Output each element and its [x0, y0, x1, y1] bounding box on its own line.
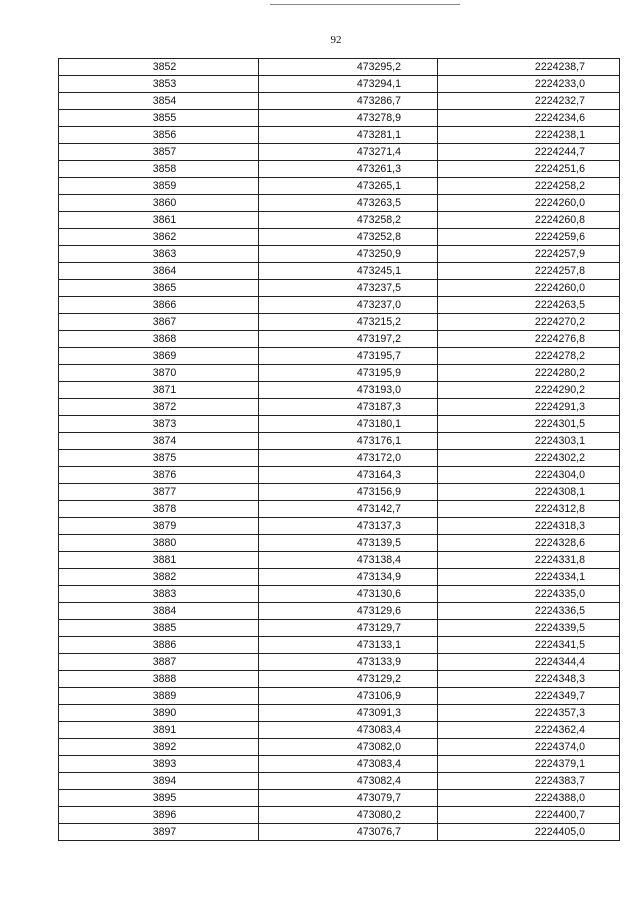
- table-row: [59, 773, 620, 790]
- point-number-cell: 3853: [59, 76, 259, 93]
- x-coordinate-cell: 473133,1: [259, 637, 438, 654]
- x-coordinate-cell: 473164,3: [259, 467, 438, 484]
- x-coordinate-cell: 473129,7: [259, 620, 438, 637]
- table-body: [59, 59, 620, 841]
- x-coordinate-cell: 473237,0: [259, 297, 438, 314]
- x-coordinate-cell: 473271,4: [259, 144, 438, 161]
- point-number-cell: 3864: [59, 263, 259, 280]
- table-row: [59, 824, 620, 841]
- x-coordinate-cell: 473139,5: [259, 535, 438, 552]
- x-coordinate-cell: 473130,6: [259, 586, 438, 603]
- point-number-cell: 3886: [59, 637, 259, 654]
- y-coordinate-cell: 2224234,6: [438, 110, 620, 127]
- x-coordinate-cell: 473281,1: [259, 127, 438, 144]
- y-coordinate-cell: 2224233,0: [438, 76, 620, 93]
- table-row: [59, 314, 620, 331]
- y-coordinate-cell: 2224362,4: [438, 722, 620, 739]
- y-coordinate-cell: 2224308,1: [438, 484, 620, 501]
- table-row: [59, 705, 620, 722]
- table-row: [59, 807, 620, 824]
- table-row: [59, 467, 620, 484]
- y-coordinate-cell: 2224339,5: [438, 620, 620, 637]
- point-number-cell: 3856: [59, 127, 259, 144]
- table-row: [59, 110, 620, 127]
- x-coordinate-cell: 473079,7: [259, 790, 438, 807]
- y-coordinate-cell: 2224328,6: [438, 535, 620, 552]
- point-number-cell: 3897: [59, 824, 259, 841]
- y-coordinate-cell: 2224304,0: [438, 467, 620, 484]
- y-coordinate-cell: 2224302,2: [438, 450, 620, 467]
- point-number-cell: 3862: [59, 229, 259, 246]
- x-coordinate-cell: 473080,2: [259, 807, 438, 824]
- table-row: [59, 790, 620, 807]
- y-coordinate-cell: 2224278,2: [438, 348, 620, 365]
- y-coordinate-cell: 2224238,7: [438, 59, 620, 76]
- table-row: [59, 178, 620, 195]
- y-coordinate-cell: 2224312,8: [438, 501, 620, 518]
- table-row: [59, 93, 620, 110]
- x-coordinate-cell: 473258,2: [259, 212, 438, 229]
- y-coordinate-cell: 2224260,0: [438, 280, 620, 297]
- x-coordinate-cell: 473129,6: [259, 603, 438, 620]
- point-number-cell: 3877: [59, 484, 259, 501]
- top-rule: [270, 4, 460, 5]
- y-coordinate-cell: 2224349,7: [438, 688, 620, 705]
- y-coordinate-cell: 2224303,1: [438, 433, 620, 450]
- table-row: [59, 382, 620, 399]
- point-number-cell: 3882: [59, 569, 259, 586]
- table-row: [59, 722, 620, 739]
- y-coordinate-cell: 2224336,5: [438, 603, 620, 620]
- point-number-cell: 3894: [59, 773, 259, 790]
- x-coordinate-cell: 473076,7: [259, 824, 438, 841]
- x-coordinate-cell: 473265,1: [259, 178, 438, 195]
- y-coordinate-cell: 2224341,5: [438, 637, 620, 654]
- x-coordinate-cell: 473083,4: [259, 722, 438, 739]
- y-coordinate-cell: 2224334,1: [438, 569, 620, 586]
- point-number-cell: 3865: [59, 280, 259, 297]
- point-number-cell: 3852: [59, 59, 259, 76]
- point-number-cell: 3867: [59, 314, 259, 331]
- table-row: [59, 195, 620, 212]
- y-coordinate-cell: 2224263,5: [438, 297, 620, 314]
- x-coordinate-cell: 473137,3: [259, 518, 438, 535]
- x-coordinate-cell: 473193,0: [259, 382, 438, 399]
- table-row: [59, 654, 620, 671]
- x-coordinate-cell: 473176,1: [259, 433, 438, 450]
- table-row: [59, 433, 620, 450]
- table-row: [59, 263, 620, 280]
- x-coordinate-cell: 473278,9: [259, 110, 438, 127]
- y-coordinate-cell: 2224344,4: [438, 654, 620, 671]
- y-coordinate-cell: 2224257,8: [438, 263, 620, 280]
- point-number-cell: 3872: [59, 399, 259, 416]
- x-coordinate-cell: 473082,0: [259, 739, 438, 756]
- table-row: [59, 161, 620, 178]
- y-coordinate-cell: 2224238,1: [438, 127, 620, 144]
- x-coordinate-cell: 473180,1: [259, 416, 438, 433]
- x-coordinate-cell: 473172,0: [259, 450, 438, 467]
- coordinates-table: [58, 58, 620, 841]
- y-coordinate-cell: 2224259,6: [438, 229, 620, 246]
- y-coordinate-cell: 2224331,8: [438, 552, 620, 569]
- table-row: [59, 586, 620, 603]
- table-row: [59, 450, 620, 467]
- x-coordinate-cell: 473250,9: [259, 246, 438, 263]
- table-row: [59, 280, 620, 297]
- point-number-cell: 3876: [59, 467, 259, 484]
- point-number-cell: 3895: [59, 790, 259, 807]
- y-coordinate-cell: 2224276,8: [438, 331, 620, 348]
- table-row: [59, 229, 620, 246]
- table-row: [59, 688, 620, 705]
- table-row: [59, 552, 620, 569]
- point-number-cell: 3860: [59, 195, 259, 212]
- x-coordinate-cell: 473083,4: [259, 756, 438, 773]
- y-coordinate-cell: 2224270,2: [438, 314, 620, 331]
- point-number-cell: 3885: [59, 620, 259, 637]
- table-row: [59, 484, 620, 501]
- y-coordinate-cell: 2224280,2: [438, 365, 620, 382]
- point-number-cell: 3883: [59, 586, 259, 603]
- point-number-cell: 3857: [59, 144, 259, 161]
- table-row: [59, 518, 620, 535]
- table-row: [59, 637, 620, 654]
- y-coordinate-cell: 2224257,9: [438, 246, 620, 263]
- x-coordinate-cell: 473294,1: [259, 76, 438, 93]
- point-number-cell: 3861: [59, 212, 259, 229]
- point-number-cell: 3893: [59, 756, 259, 773]
- table-row: [59, 756, 620, 773]
- y-coordinate-cell: 2224388,0: [438, 790, 620, 807]
- y-coordinate-cell: 2224260,0: [438, 195, 620, 212]
- point-number-cell: 3858: [59, 161, 259, 178]
- point-number-cell: 3869: [59, 348, 259, 365]
- point-number-cell: 3854: [59, 93, 259, 110]
- y-coordinate-cell: 2224405,0: [438, 824, 620, 841]
- y-coordinate-cell: 2224348,3: [438, 671, 620, 688]
- table-row: [59, 416, 620, 433]
- point-number-cell: 3887: [59, 654, 259, 671]
- x-coordinate-cell: 473263,5: [259, 195, 438, 212]
- x-coordinate-cell: 473156,9: [259, 484, 438, 501]
- table-row: [59, 535, 620, 552]
- x-coordinate-cell: 473237,5: [259, 280, 438, 297]
- table-row: [59, 620, 620, 637]
- table-row: [59, 331, 620, 348]
- table-row: [59, 739, 620, 756]
- point-number-cell: 3855: [59, 110, 259, 127]
- point-number-cell: 3868: [59, 331, 259, 348]
- table-row: [59, 297, 620, 314]
- y-coordinate-cell: 2224251,6: [438, 161, 620, 178]
- y-coordinate-cell: 2224258,2: [438, 178, 620, 195]
- point-number-cell: 3891: [59, 722, 259, 739]
- x-coordinate-cell: 473252,8: [259, 229, 438, 246]
- x-coordinate-cell: 473286,7: [259, 93, 438, 110]
- x-coordinate-cell: 473215,2: [259, 314, 438, 331]
- table-row: [59, 603, 620, 620]
- x-coordinate-cell: 473261,3: [259, 161, 438, 178]
- table-row: [59, 76, 620, 93]
- table-row: [59, 399, 620, 416]
- point-number-cell: 3879: [59, 518, 259, 535]
- x-coordinate-cell: 473142,7: [259, 501, 438, 518]
- y-coordinate-cell: 2224291,3: [438, 399, 620, 416]
- table-row: [59, 59, 620, 76]
- point-number-cell: 3859: [59, 178, 259, 195]
- y-coordinate-cell: 2224318,3: [438, 518, 620, 535]
- y-coordinate-cell: 2224374,0: [438, 739, 620, 756]
- point-number-cell: 3892: [59, 739, 259, 756]
- table-row: [59, 671, 620, 688]
- point-number-cell: 3896: [59, 807, 259, 824]
- x-coordinate-cell: 473082,4: [259, 773, 438, 790]
- x-coordinate-cell: 473134,9: [259, 569, 438, 586]
- y-coordinate-cell: 2224260,8: [438, 212, 620, 229]
- table-row: [59, 212, 620, 229]
- x-coordinate-cell: 473138,4: [259, 552, 438, 569]
- x-coordinate-cell: 473197,2: [259, 331, 438, 348]
- x-coordinate-cell: 473129,2: [259, 671, 438, 688]
- point-number-cell: 3888: [59, 671, 259, 688]
- table-row: [59, 246, 620, 263]
- x-coordinate-cell: 473133,9: [259, 654, 438, 671]
- point-number-cell: 3863: [59, 246, 259, 263]
- y-coordinate-cell: 2224383,7: [438, 773, 620, 790]
- x-coordinate-cell: 473106,9: [259, 688, 438, 705]
- y-coordinate-cell: 2224290,2: [438, 382, 620, 399]
- point-number-cell: 3881: [59, 552, 259, 569]
- point-number-cell: 3870: [59, 365, 259, 382]
- point-number-cell: 3871: [59, 382, 259, 399]
- y-coordinate-cell: 2224379,1: [438, 756, 620, 773]
- point-number-cell: 3873: [59, 416, 259, 433]
- table-row: [59, 569, 620, 586]
- y-coordinate-cell: 2224400,7: [438, 807, 620, 824]
- x-coordinate-cell: 473295,2: [259, 59, 438, 76]
- x-coordinate-cell: 473187,3: [259, 399, 438, 416]
- x-coordinate-cell: 473091,3: [259, 705, 438, 722]
- table-row: [59, 127, 620, 144]
- table-row: [59, 348, 620, 365]
- table-row: [59, 501, 620, 518]
- table-row: [59, 365, 620, 382]
- point-number-cell: 3890: [59, 705, 259, 722]
- y-coordinate-cell: 2224244,7: [438, 144, 620, 161]
- point-number-cell: 3866: [59, 297, 259, 314]
- point-number-cell: 3874: [59, 433, 259, 450]
- y-coordinate-cell: 2224357,3: [438, 705, 620, 722]
- y-coordinate-cell: 2224301,5: [438, 416, 620, 433]
- x-coordinate-cell: 473195,7: [259, 348, 438, 365]
- point-number-cell: 3875: [59, 450, 259, 467]
- point-number-cell: 3878: [59, 501, 259, 518]
- point-number-cell: 3884: [59, 603, 259, 620]
- point-number-cell: 3889: [59, 688, 259, 705]
- y-coordinate-cell: 2224232,7: [438, 93, 620, 110]
- x-coordinate-cell: 473195,9: [259, 365, 438, 382]
- table-row: [59, 144, 620, 161]
- point-number-cell: 3880: [59, 535, 259, 552]
- x-coordinate-cell: 473245,1: [259, 263, 438, 280]
- page-number: 92: [330, 34, 342, 46]
- y-coordinate-cell: 2224335,0: [438, 586, 620, 603]
